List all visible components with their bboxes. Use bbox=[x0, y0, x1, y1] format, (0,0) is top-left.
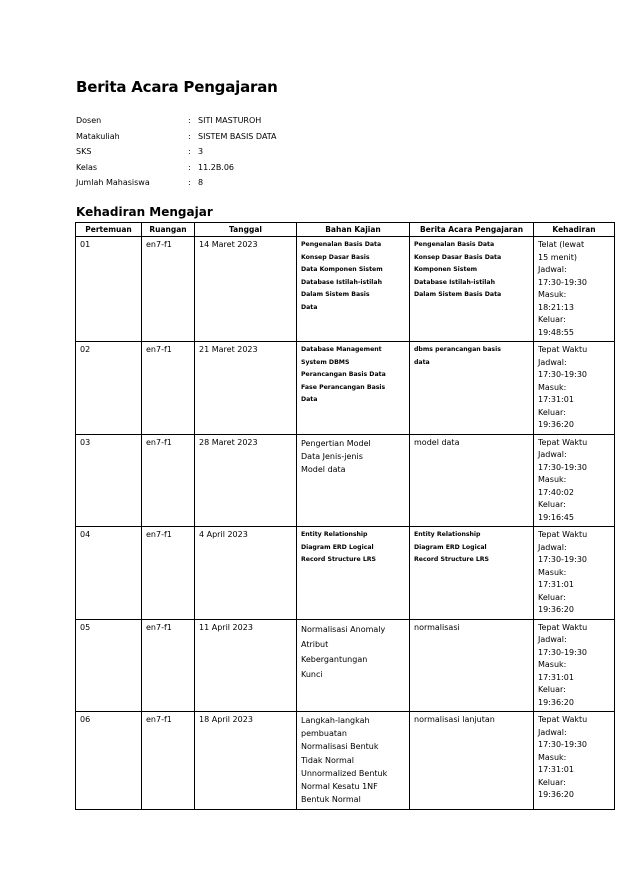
cell-berita-acara: normalisasi lanjutan bbox=[410, 712, 534, 810]
info-label: Dosen bbox=[76, 116, 102, 126]
column-header: Bahan Kajian bbox=[297, 223, 410, 237]
info-value: 3 bbox=[198, 147, 204, 157]
info-value: 11.2B.06 bbox=[198, 162, 235, 172]
table-row bbox=[76, 712, 615, 810]
cell-berita-acara: Pengenalan Basis Data Konsep Dasar Basis Data Komponen Sistem Database Istilah-istilah Dalam Sistem Basis Data bbox=[410, 237, 534, 342]
cell-tanggal: 18 April 2023 bbox=[195, 712, 297, 810]
info-row-matakuliah: Matakuliah : SISTEM BASIS DATA bbox=[76, 131, 277, 141]
cell-tanggal: 14 Maret 2023 bbox=[195, 237, 297, 342]
cell-kehadiran: Tepat Waktu Jadwal: 17:30-19:30 Masuk: 17:40:02 Keluar: 19:16:45 bbox=[534, 434, 615, 527]
table-row bbox=[76, 434, 615, 527]
table-row bbox=[76, 237, 615, 342]
cell-kehadiran: Tepat Waktu Jadwal: 17:30-19:30 Masuk: 17:31:01 Keluar: 19:36:20 bbox=[534, 619, 615, 712]
table-row bbox=[76, 619, 615, 712]
column-header: Pertemuan bbox=[76, 223, 142, 237]
table-header-row bbox=[76, 223, 615, 237]
table-row bbox=[76, 527, 615, 620]
info-block bbox=[76, 113, 277, 191]
cell-pertemuan: 01 bbox=[76, 237, 142, 342]
info-row-dosen: Dosen : SITI MASTUROH bbox=[76, 116, 262, 126]
page-title: Berita Acara Pengajaran bbox=[76, 78, 278, 96]
column-header: Tanggal bbox=[195, 223, 297, 237]
cell-pertemuan: 06 bbox=[76, 712, 142, 810]
cell-pertemuan: 03 bbox=[76, 434, 142, 527]
cell-ruangan: en7-f1 bbox=[142, 712, 195, 810]
cell-ruangan: en7-f1 bbox=[142, 237, 195, 342]
cell-kehadiran: Tepat Waktu Jadwal: 17:30-19:30 Masuk: 17:31:01 Keluar: 19:36:20 bbox=[534, 712, 615, 810]
cell-bahan-kajian: Pengertian Model Data Jenis-jenis Model data bbox=[297, 434, 410, 527]
cell-bahan-kajian: Langkah-langkah pembuatan Normalisasi Bentuk Tidak Normal Unnormalized Bentuk Normal Kesatu 1NF Bentuk Normal bbox=[297, 712, 410, 810]
cell-bahan-kajian: Database Management System DBMS Perancangan Basis Data Fase Perancangan Basis Data bbox=[297, 342, 410, 435]
cell-pertemuan: 05 bbox=[76, 619, 142, 712]
info-label: Kelas bbox=[76, 162, 98, 172]
info-label: Jumlah Mahasiswa bbox=[76, 178, 150, 188]
cell-bahan-kajian: Normalisasi Anomaly Atribut Kebergantungan Kunci bbox=[297, 619, 410, 712]
cell-tanggal: 11 April 2023 bbox=[195, 619, 297, 712]
table-row bbox=[76, 342, 615, 435]
cell-ruangan: en7-f1 bbox=[142, 342, 195, 435]
cell-tanggal: 21 Maret 2023 bbox=[195, 342, 297, 435]
cell-pertemuan: 02 bbox=[76, 342, 142, 435]
column-header: Berita Acara Pengajaran bbox=[410, 223, 534, 237]
cell-ruangan: en7-f1 bbox=[142, 619, 195, 712]
cell-berita-acara: normalisasi bbox=[410, 619, 534, 712]
cell-ruangan: en7-f1 bbox=[142, 434, 195, 527]
cell-bahan-kajian: Pengenalan Basis Data Konsep Dasar Basis Data Komponen Sistem Database Istilah-istilah Dalam Sistem Basis Data bbox=[297, 237, 410, 342]
info-row-sks: SKS : 3 bbox=[76, 147, 204, 157]
cell-tanggal: 28 Maret 2023 bbox=[195, 434, 297, 527]
info-label: SKS bbox=[76, 147, 92, 157]
info-value: SITI MASTUROH bbox=[198, 116, 262, 126]
section-title: Kehadiran Mengajar bbox=[76, 205, 213, 219]
column-header: Kehadiran bbox=[534, 223, 615, 237]
cell-ruangan: en7-f1 bbox=[142, 527, 195, 620]
info-row-jumlah-mahasiswa: Jumlah Mahasiswa : 8 bbox=[76, 178, 204, 188]
cell-kehadiran: Tepat Waktu Jadwal: 17:30-19:30 Masuk: 17:31:01 Keluar: 19:36:20 bbox=[534, 342, 615, 435]
info-row-kelas: Kelas : 11.2B.06 bbox=[76, 162, 235, 172]
cell-pertemuan: 04 bbox=[76, 527, 142, 620]
cell-tanggal: 4 April 2023 bbox=[195, 527, 297, 620]
column-header: Ruangan bbox=[142, 223, 195, 237]
cell-berita-acara: dbms perancangan basis data bbox=[410, 342, 534, 435]
attendance-table bbox=[75, 222, 615, 810]
cell-bahan-kajian: Entity Relationship Diagram ERD Logical Record Structure LRS bbox=[297, 527, 410, 620]
info-label: Matakuliah bbox=[76, 131, 120, 141]
info-value: SISTEM BASIS DATA bbox=[198, 131, 277, 141]
cell-berita-acara: Entity Relationship Diagram ERD Logical Record Structure LRS bbox=[410, 527, 534, 620]
cell-kehadiran: Tepat Waktu Jadwal: 17:30-19:30 Masuk: 17:31:01 Keluar: 19:36:20 bbox=[534, 527, 615, 620]
cell-berita-acara: model data bbox=[410, 434, 534, 527]
cell-kehadiran: Telat (lewat 15 menit) Jadwal: 17:30-19:30 Masuk: 18:21:13 Keluar: 19:48:55 bbox=[534, 237, 615, 342]
info-value: 8 bbox=[198, 178, 204, 188]
